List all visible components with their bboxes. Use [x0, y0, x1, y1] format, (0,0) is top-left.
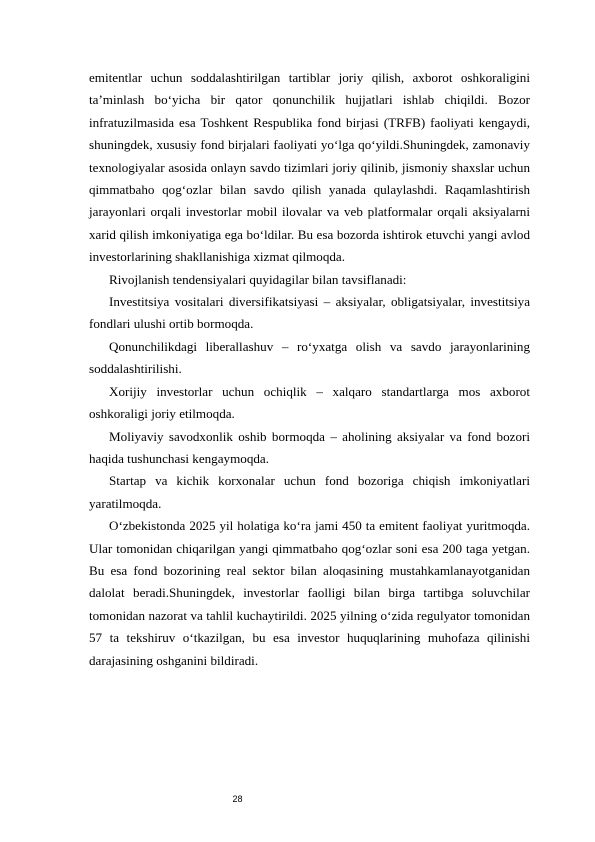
paragraph-continuation: emitentlar uchun soddalashtirilgan tartiblar joriy qilish, axborot oshkoraligini ta’minlash bo‘yicha bir qator qonunchilik hujjatlari ishlab chiqildi. Bozor infratuzilmasida esa Toshkent Respublika fond birjasi (TRFB) faoliyati kengaydi, shuningdek, xususiy fond birjalari faoliyati yo‘lga qo‘yildi.Shuningdek, zamonaviy texnologiyalar asosida onlayn savdo tizimlari joriy qilinib, jismoniy shaxslar uchun qimmatbaho qog‘ozlar bilan savdo qilish yanada qulaylashdi. Raqamlashtirish jarayonlari orqali investorlar mobil ilovalar va veb platformalar orqali aksiyalarni xarid qilish imkoniyatiga ega bo‘ldilar. Bu esa bozorda ishtirok etuvchi yangi avlod investorlarining shakllanishiga xizmat qilmoqda.: [89, 70, 530, 265]
paragraph-diversification: Investitsiya vositalari diversifikatsiyasi – aksiyalar, obligatsiyalar, investitsiya fondlari ulushi ortib bormoqda.: [89, 294, 530, 332]
page-number-text: 28: [232, 794, 243, 804]
paragraph-tendencies-intro: Rivojlanish tendensiyalari quyidagilar bilan tavsiflanadi:: [109, 271, 407, 287]
paragraph-openness: Xorijiy investorlar uchun ochiqlik – xalqaro standartlarga mos axborot oshkoraligi joriy etilmoqda.: [89, 383, 530, 422]
document-body: [89, 67, 530, 672]
paragraph-startups: Startap va kichik korxonalar uchun fond bozoriga chiqish imkoniyatlari yaratilmoqda.: [89, 473, 530, 511]
page-number: [0, 793, 595, 805]
paragraph-liberalization: Qonunchilikdagi liberallashuv – ro‘yxatga olish va savdo jarayonlarining soddalashtirilishi.: [89, 338, 530, 377]
paragraph-emitents-2025: O‘zbekistonda 2025 yil holatiga ko‘ra jami 450 ta emitent faoliyat yuritmoqda. Ular tomonidan chiqarilgan yangi qimmatbaho qog‘ozlar soni esa 200 taga yetgan. Bu esa fond bozorining real sektor bilan aloqasining mustahkamlanayotganidan dalolat beradi.Shuningdek, investorlar faolligi bilan birga tartibga soluvchilar tomonidan nazorat va tahlil kuchaytirildi. 2025 yilning o‘zida regulyator tomonidan 57 ta tekshiruv o‘tkazilgan, bu esa investor huquqlarining muhofaza qilinishi darajasining oshganini bildiradi.: [89, 518, 530, 668]
paragraph-financial-literacy: Moliyaviy savodxonlik oshib bormoqda – aholining aksiyalar va fond bozori haqida tushunchasi kengaymoqda.: [89, 428, 530, 466]
